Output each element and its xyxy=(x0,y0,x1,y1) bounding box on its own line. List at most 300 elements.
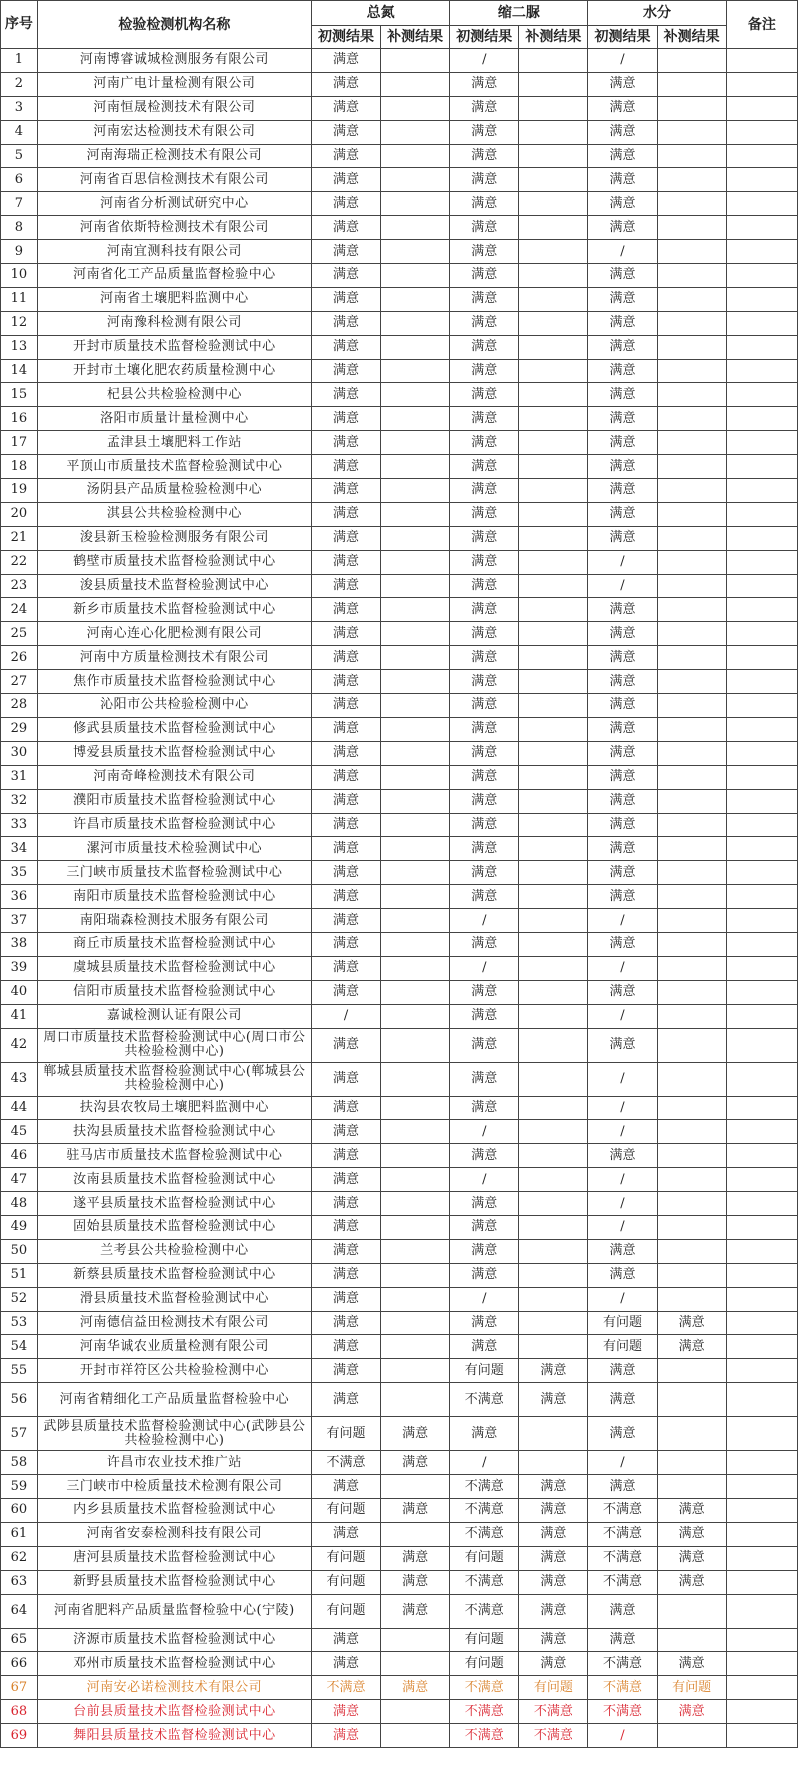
moisture-retest xyxy=(657,1475,726,1499)
institution-name: 河南广电计量检测有限公司 xyxy=(37,72,311,96)
remark-cell xyxy=(726,956,797,980)
moisture-initial: 满意 xyxy=(588,670,657,694)
remark-cell xyxy=(726,598,797,622)
biuret-retest xyxy=(519,1263,588,1287)
moisture-retest xyxy=(657,813,726,837)
table-row xyxy=(1,192,798,216)
table-row xyxy=(1,885,798,909)
table-row xyxy=(1,1096,798,1120)
institution-name: 滑县质量技术监督检验测试中心 xyxy=(37,1287,311,1311)
institution-name: 唐河县质量技术监督检验测试中心 xyxy=(37,1546,311,1570)
remark-cell xyxy=(726,1359,797,1383)
moisture-retest xyxy=(657,1028,726,1062)
table-row xyxy=(1,383,798,407)
biuret-retest xyxy=(519,717,588,741)
row-index: 4 xyxy=(1,120,38,144)
table-row xyxy=(1,741,798,765)
header-retest: 补测结果 xyxy=(381,26,450,49)
total-nitrogen-retest xyxy=(381,49,450,73)
moisture-initial: 满意 xyxy=(588,479,657,503)
biuret-retest xyxy=(519,407,588,431)
table-row xyxy=(1,455,798,479)
biuret-initial: / xyxy=(450,1451,519,1475)
moisture-initial: / xyxy=(588,909,657,933)
total-nitrogen-initial: 满意 xyxy=(312,861,381,885)
row-index: 40 xyxy=(1,980,38,1004)
institution-name: 河南安必诺检测技术有限公司 xyxy=(37,1676,311,1700)
moisture-initial: / xyxy=(588,1451,657,1475)
table-row xyxy=(1,1570,798,1594)
moisture-initial: 满意 xyxy=(588,287,657,311)
total-nitrogen-retest xyxy=(381,1239,450,1263)
biuret-initial: 不满意 xyxy=(450,1594,519,1628)
moisture-retest xyxy=(657,1004,726,1028)
biuret-retest: 有问题 xyxy=(519,1676,588,1700)
institution-name: 新蔡县质量技术监督检验测试中心 xyxy=(37,1263,311,1287)
moisture-retest xyxy=(657,1628,726,1652)
institution-name: 嘉诚检测认证有限公司 xyxy=(37,1004,311,1028)
biuret-initial: 满意 xyxy=(450,789,519,813)
total-nitrogen-retest xyxy=(381,502,450,526)
institution-name: 开封市祥符区公共检验检测中心 xyxy=(37,1359,311,1383)
institution-name: 濮阳市质量技术监督检验测试中心 xyxy=(37,789,311,813)
moisture-retest xyxy=(657,407,726,431)
biuret-initial: 满意 xyxy=(450,479,519,503)
table-row xyxy=(1,144,798,168)
biuret-initial: 满意 xyxy=(450,168,519,192)
institution-name: 河南恒晟检测技术有限公司 xyxy=(37,96,311,120)
institution-name: 漯河市质量技术检验测试中心 xyxy=(37,837,311,861)
table-row xyxy=(1,1120,798,1144)
moisture-initial: / xyxy=(588,574,657,598)
row-index: 15 xyxy=(1,383,38,407)
biuret-initial: 满意 xyxy=(450,240,519,264)
row-index: 55 xyxy=(1,1359,38,1383)
moisture-initial: 满意 xyxy=(588,980,657,1004)
biuret-retest xyxy=(519,383,588,407)
remark-cell xyxy=(726,120,797,144)
total-nitrogen-retest xyxy=(381,1028,450,1062)
table-row xyxy=(1,96,798,120)
table-row xyxy=(1,861,798,885)
biuret-retest xyxy=(519,1287,588,1311)
total-nitrogen-initial: 满意 xyxy=(312,1263,381,1287)
moisture-initial: 满意 xyxy=(588,789,657,813)
moisture-retest xyxy=(657,1359,726,1383)
total-nitrogen-retest: 满意 xyxy=(381,1594,450,1628)
total-nitrogen-retest xyxy=(381,861,450,885)
moisture-retest xyxy=(657,431,726,455)
remark-cell xyxy=(726,1700,797,1724)
total-nitrogen-retest xyxy=(381,1475,450,1499)
moisture-initial: / xyxy=(588,1192,657,1216)
total-nitrogen-initial: 有问题 xyxy=(312,1594,381,1628)
institution-name: 扶沟县质量技术监督检验测试中心 xyxy=(37,1120,311,1144)
biuret-retest xyxy=(519,455,588,479)
total-nitrogen-initial: 满意 xyxy=(312,383,381,407)
table-row xyxy=(1,1451,798,1475)
remark-cell xyxy=(726,216,797,240)
total-nitrogen-retest xyxy=(381,1311,450,1335)
row-index: 23 xyxy=(1,574,38,598)
total-nitrogen-initial: 满意 xyxy=(312,1096,381,1120)
row-index: 37 xyxy=(1,909,38,933)
biuret-initial: 满意 xyxy=(450,932,519,956)
institution-name: 洛阳市质量计量检测中心 xyxy=(37,407,311,431)
institution-name: 新野县质量技术监督检验测试中心 xyxy=(37,1570,311,1594)
remark-cell xyxy=(726,192,797,216)
total-nitrogen-initial: 满意 xyxy=(312,598,381,622)
header-initial: 初测结果 xyxy=(450,26,519,49)
moisture-retest xyxy=(657,670,726,694)
institution-name: 信阳市质量技术监督检验测试中心 xyxy=(37,980,311,1004)
total-nitrogen-initial: 满意 xyxy=(312,96,381,120)
biuret-initial: 满意 xyxy=(450,383,519,407)
total-nitrogen-retest xyxy=(381,1263,450,1287)
biuret-initial: 满意 xyxy=(450,1062,519,1096)
row-index: 48 xyxy=(1,1192,38,1216)
table-row xyxy=(1,1383,798,1417)
remark-cell xyxy=(726,574,797,598)
moisture-retest xyxy=(657,717,726,741)
total-nitrogen-retest xyxy=(381,1096,450,1120)
biuret-initial: 满意 xyxy=(450,980,519,1004)
moisture-initial: 不满意 xyxy=(588,1522,657,1546)
biuret-initial: 满意 xyxy=(450,264,519,288)
biuret-initial: 满意 xyxy=(450,646,519,670)
biuret-retest xyxy=(519,216,588,240)
total-nitrogen-initial: 满意 xyxy=(312,550,381,574)
total-nitrogen-initial: 有问题 xyxy=(312,1546,381,1570)
biuret-retest xyxy=(519,574,588,598)
total-nitrogen-initial: 满意 xyxy=(312,1287,381,1311)
institution-name: 新乡市质量技术监督检验测试中心 xyxy=(37,598,311,622)
total-nitrogen-initial: 满意 xyxy=(312,455,381,479)
row-index: 39 xyxy=(1,956,38,980)
remark-cell xyxy=(726,1120,797,1144)
moisture-initial: 满意 xyxy=(588,622,657,646)
total-nitrogen-initial: 满意 xyxy=(312,622,381,646)
moisture-initial: 满意 xyxy=(588,264,657,288)
biuret-retest xyxy=(519,694,588,718)
biuret-initial: / xyxy=(450,956,519,980)
total-nitrogen-initial: 满意 xyxy=(312,240,381,264)
total-nitrogen-retest xyxy=(381,1062,450,1096)
table-row xyxy=(1,240,798,264)
total-nitrogen-retest: 满意 xyxy=(381,1676,450,1700)
total-nitrogen-retest xyxy=(381,455,450,479)
total-nitrogen-retest xyxy=(381,359,450,383)
biuret-retest xyxy=(519,1062,588,1096)
row-index: 16 xyxy=(1,407,38,431)
header-index: 序号 xyxy=(1,1,38,49)
remark-cell xyxy=(726,694,797,718)
total-nitrogen-initial: 满意 xyxy=(312,216,381,240)
moisture-retest xyxy=(657,144,726,168)
moisture-retest xyxy=(657,980,726,1004)
institution-name: 内乡县质量技术监督检验测试中心 xyxy=(37,1498,311,1522)
total-nitrogen-initial: 满意 xyxy=(312,980,381,1004)
remark-cell xyxy=(726,837,797,861)
total-nitrogen-retest xyxy=(381,1144,450,1168)
table-row xyxy=(1,717,798,741)
biuret-retest xyxy=(519,932,588,956)
moisture-initial: 满意 xyxy=(588,1263,657,1287)
biuret-retest xyxy=(519,837,588,861)
biuret-retest: 满意 xyxy=(519,1546,588,1570)
total-nitrogen-retest xyxy=(381,741,450,765)
table-row xyxy=(1,120,798,144)
row-index: 53 xyxy=(1,1311,38,1335)
institution-name: 汝南县质量技术监督检验测试中心 xyxy=(37,1168,311,1192)
institution-name: 河南心连心化肥检测有限公司 xyxy=(37,622,311,646)
remark-cell xyxy=(726,1215,797,1239)
row-index: 29 xyxy=(1,717,38,741)
remark-cell xyxy=(726,1546,797,1570)
row-index: 22 xyxy=(1,550,38,574)
biuret-initial: 满意 xyxy=(450,455,519,479)
institution-name: 河南中方质量检测技术有限公司 xyxy=(37,646,311,670)
moisture-initial: 满意 xyxy=(588,1239,657,1263)
total-nitrogen-retest xyxy=(381,1004,450,1028)
total-nitrogen-initial: 满意 xyxy=(312,1311,381,1335)
institution-name: 许昌市农业技术推广站 xyxy=(37,1451,311,1475)
row-index: 56 xyxy=(1,1383,38,1417)
row-index: 26 xyxy=(1,646,38,670)
moisture-initial: 满意 xyxy=(588,120,657,144)
row-index: 31 xyxy=(1,765,38,789)
total-nitrogen-initial: 满意 xyxy=(312,694,381,718)
remark-cell xyxy=(726,479,797,503)
biuret-retest xyxy=(519,670,588,694)
biuret-initial: 满意 xyxy=(450,837,519,861)
total-nitrogen-retest xyxy=(381,311,450,335)
table-row xyxy=(1,550,798,574)
total-nitrogen-initial: 满意 xyxy=(312,1192,381,1216)
table-row xyxy=(1,1335,798,1359)
biuret-retest xyxy=(519,311,588,335)
table-row xyxy=(1,1287,798,1311)
biuret-initial: 不满意 xyxy=(450,1570,519,1594)
remark-cell xyxy=(726,1724,797,1748)
remark-cell xyxy=(726,861,797,885)
total-nitrogen-retest xyxy=(381,1628,450,1652)
remark-cell xyxy=(726,1498,797,1522)
row-index: 21 xyxy=(1,526,38,550)
moisture-initial: 满意 xyxy=(588,72,657,96)
biuret-initial: 满意 xyxy=(450,72,519,96)
row-index: 38 xyxy=(1,932,38,956)
moisture-retest xyxy=(657,311,726,335)
institution-name: 博爱县质量技术监督检验测试中心 xyxy=(37,741,311,765)
moisture-initial: 满意 xyxy=(588,407,657,431)
biuret-initial: 满意 xyxy=(450,1144,519,1168)
remark-cell xyxy=(726,96,797,120)
row-index: 60 xyxy=(1,1498,38,1522)
moisture-retest xyxy=(657,885,726,909)
table-row xyxy=(1,431,798,455)
total-nitrogen-initial: 满意 xyxy=(312,909,381,933)
total-nitrogen-initial: / xyxy=(312,1004,381,1028)
biuret-initial: 满意 xyxy=(450,598,519,622)
row-index: 67 xyxy=(1,1676,38,1700)
moisture-retest: 满意 xyxy=(657,1546,726,1570)
remark-cell xyxy=(726,1144,797,1168)
total-nitrogen-retest: 满意 xyxy=(381,1546,450,1570)
row-index: 1 xyxy=(1,49,38,73)
table-row xyxy=(1,670,798,694)
row-index: 42 xyxy=(1,1028,38,1062)
moisture-initial: 满意 xyxy=(588,311,657,335)
remark-cell xyxy=(726,1028,797,1062)
moisture-initial: 满意 xyxy=(588,502,657,526)
biuret-initial: 满意 xyxy=(450,550,519,574)
total-nitrogen-retest xyxy=(381,1700,450,1724)
total-nitrogen-initial: 满意 xyxy=(312,264,381,288)
moisture-retest xyxy=(657,502,726,526)
biuret-retest xyxy=(519,359,588,383)
biuret-initial: 满意 xyxy=(450,1335,519,1359)
row-index: 59 xyxy=(1,1475,38,1499)
moisture-retest xyxy=(657,1383,726,1417)
header-group-moisture: 水分 xyxy=(588,1,726,26)
biuret-retest: 不满意 xyxy=(519,1724,588,1748)
institution-name: 河南豫科检测有限公司 xyxy=(37,311,311,335)
total-nitrogen-retest xyxy=(381,1652,450,1676)
institution-name: 河南省肥料产品质量监督检验中心(宁陵) xyxy=(37,1594,311,1628)
biuret-initial: 满意 xyxy=(450,431,519,455)
total-nitrogen-initial: 有问题 xyxy=(312,1570,381,1594)
row-index: 6 xyxy=(1,168,38,192)
biuret-retest xyxy=(519,264,588,288)
biuret-retest xyxy=(519,1417,588,1451)
moisture-retest xyxy=(657,1120,726,1144)
moisture-retest: 满意 xyxy=(657,1570,726,1594)
total-nitrogen-retest xyxy=(381,168,450,192)
table-row xyxy=(1,1652,798,1676)
total-nitrogen-retest xyxy=(381,909,450,933)
moisture-retest xyxy=(657,1168,726,1192)
row-index: 7 xyxy=(1,192,38,216)
table-row xyxy=(1,479,798,503)
biuret-initial: 满意 xyxy=(450,1096,519,1120)
total-nitrogen-retest xyxy=(381,932,450,956)
institution-name: 修武县质量技术监督检验测试中心 xyxy=(37,717,311,741)
total-nitrogen-initial: 满意 xyxy=(312,646,381,670)
total-nitrogen-initial: 满意 xyxy=(312,526,381,550)
biuret-initial: 不满意 xyxy=(450,1676,519,1700)
table-row xyxy=(1,694,798,718)
total-nitrogen-initial: 满意 xyxy=(312,479,381,503)
total-nitrogen-initial: 满意 xyxy=(312,1359,381,1383)
moisture-retest xyxy=(657,1594,726,1628)
biuret-initial: 满意 xyxy=(450,741,519,765)
moisture-retest: 满意 xyxy=(657,1498,726,1522)
biuret-initial: 满意 xyxy=(450,192,519,216)
table-row xyxy=(1,1700,798,1724)
row-index: 45 xyxy=(1,1120,38,1144)
moisture-initial: 满意 xyxy=(588,526,657,550)
table-row xyxy=(1,264,798,288)
total-nitrogen-initial: 满意 xyxy=(312,932,381,956)
moisture-retest xyxy=(657,49,726,73)
total-nitrogen-retest xyxy=(381,598,450,622)
total-nitrogen-retest xyxy=(381,1724,450,1748)
moisture-initial: 满意 xyxy=(588,335,657,359)
institution-name: 济源市质量技术监督检验测试中心 xyxy=(37,1628,311,1652)
biuret-initial: 满意 xyxy=(450,670,519,694)
total-nitrogen-initial: 满意 xyxy=(312,144,381,168)
total-nitrogen-retest xyxy=(381,383,450,407)
row-index: 24 xyxy=(1,598,38,622)
total-nitrogen-retest: 满意 xyxy=(381,1451,450,1475)
row-index: 44 xyxy=(1,1096,38,1120)
moisture-initial: 满意 xyxy=(588,694,657,718)
total-nitrogen-initial: 满意 xyxy=(312,431,381,455)
total-nitrogen-initial: 满意 xyxy=(312,1028,381,1062)
biuret-retest xyxy=(519,96,588,120)
moisture-initial: 满意 xyxy=(588,932,657,956)
moisture-initial: 满意 xyxy=(588,431,657,455)
header-name: 检验检测机构名称 xyxy=(37,1,311,49)
biuret-retest xyxy=(519,526,588,550)
biuret-initial: 满意 xyxy=(450,311,519,335)
row-index: 49 xyxy=(1,1215,38,1239)
biuret-initial: 满意 xyxy=(450,813,519,837)
institution-name: 河南省依斯特检测技术有限公司 xyxy=(37,216,311,240)
remark-cell xyxy=(726,1168,797,1192)
total-nitrogen-initial: 满意 xyxy=(312,717,381,741)
biuret-retest xyxy=(519,72,588,96)
remark-cell xyxy=(726,1652,797,1676)
total-nitrogen-initial: 满意 xyxy=(312,120,381,144)
institution-name: 汤阴县产品质量检验检测中心 xyxy=(37,479,311,503)
table-row xyxy=(1,1417,798,1451)
remark-cell xyxy=(726,717,797,741)
biuret-retest xyxy=(519,1311,588,1335)
institution-name: 鹤壁市质量技术监督检验测试中心 xyxy=(37,550,311,574)
row-index: 18 xyxy=(1,455,38,479)
institution-name: 淇县公共检验检测中心 xyxy=(37,502,311,526)
header-remark: 备注 xyxy=(726,1,797,49)
total-nitrogen-initial: 满意 xyxy=(312,1700,381,1724)
biuret-retest xyxy=(519,192,588,216)
institution-name: 遂平县质量技术监督检验测试中心 xyxy=(37,1192,311,1216)
total-nitrogen-retest xyxy=(381,96,450,120)
row-index: 12 xyxy=(1,311,38,335)
biuret-retest xyxy=(519,741,588,765)
biuret-initial: 不满意 xyxy=(450,1475,519,1499)
table-row xyxy=(1,980,798,1004)
moisture-initial: / xyxy=(588,1287,657,1311)
biuret-initial: 满意 xyxy=(450,1004,519,1028)
moisture-retest xyxy=(657,287,726,311)
remark-cell xyxy=(726,789,797,813)
biuret-initial: 满意 xyxy=(450,861,519,885)
biuret-initial: 满意 xyxy=(450,1215,519,1239)
biuret-initial: 不满意 xyxy=(450,1724,519,1748)
table-row xyxy=(1,1004,798,1028)
institution-name: 南阳瑞森检测技术服务有限公司 xyxy=(37,909,311,933)
biuret-initial: 满意 xyxy=(450,885,519,909)
row-index: 28 xyxy=(1,694,38,718)
total-nitrogen-initial: 满意 xyxy=(312,670,381,694)
table-row xyxy=(1,1215,798,1239)
biuret-initial: 满意 xyxy=(450,574,519,598)
total-nitrogen-initial: 满意 xyxy=(312,1628,381,1652)
total-nitrogen-retest xyxy=(381,670,450,694)
total-nitrogen-retest xyxy=(381,287,450,311)
